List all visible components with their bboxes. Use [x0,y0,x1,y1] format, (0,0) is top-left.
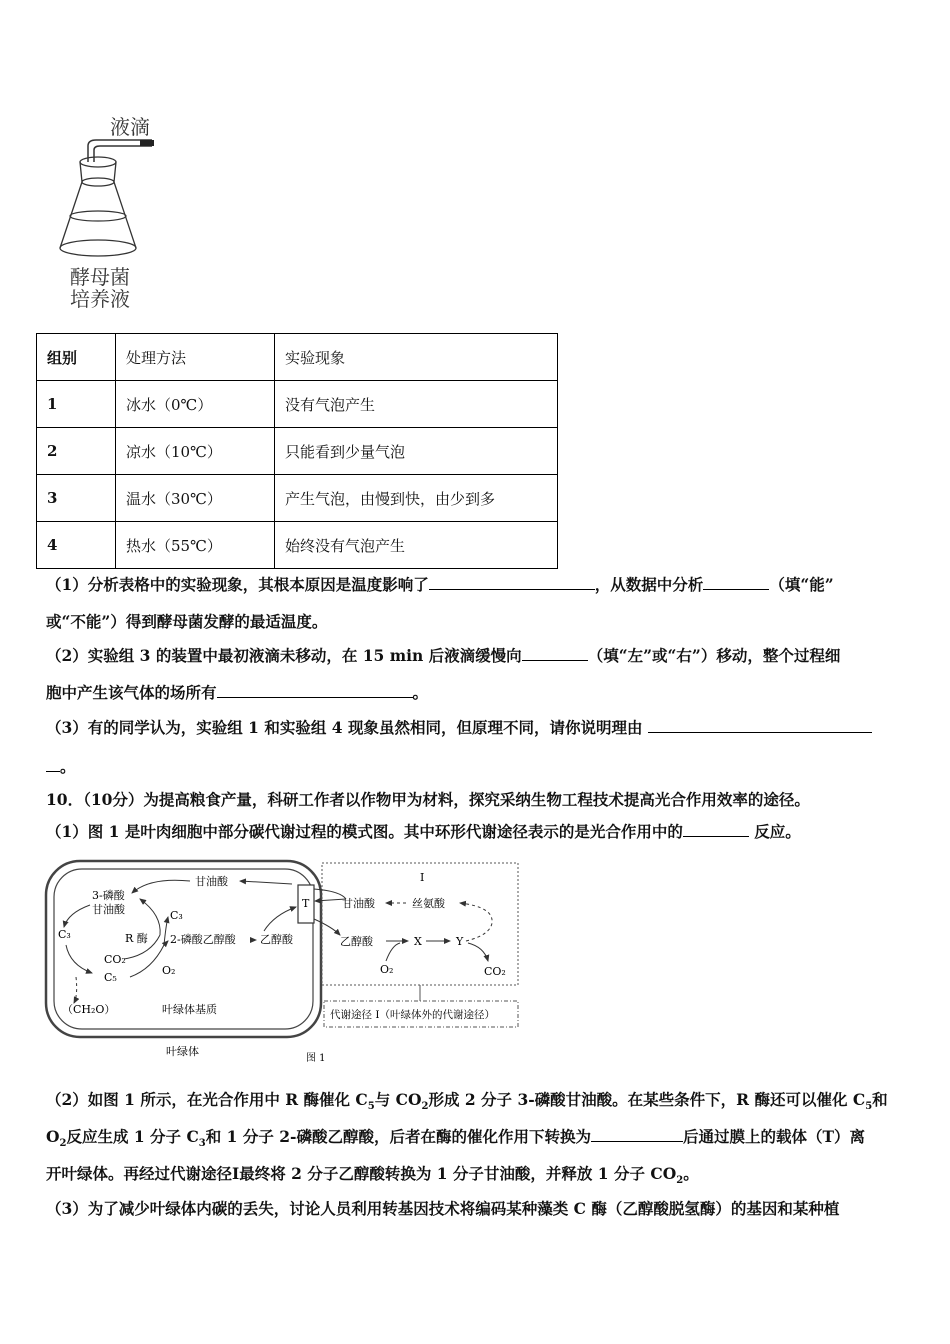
stroma-text: 叶绿体基质 [162,1003,217,1016]
table-cell: 2 [37,428,116,475]
q10-part1 [46,822,801,842]
transporter-label: T [302,897,310,910]
droplet-label: 液滴 [110,115,150,139]
pga-text-2: 甘油酸 [92,903,125,916]
table-row [37,428,558,475]
culture-label: 培养液 [70,287,130,311]
subscript: 2 [59,1138,67,1150]
header-method: 处理方法 [116,334,275,381]
serine-text: 丝氨酸 [412,897,445,910]
o2-text: O₂ [162,964,176,977]
subscript: 3 [198,1138,206,1150]
table-cell: 温水（30℃） [116,475,275,522]
y-text: Y [456,935,464,948]
table-cell: 1 [37,381,116,428]
experiment-table [36,333,558,569]
q10-part3: （3）为了减少叶绿体内碳的丢失，讨论人员利用转基因技术将编码某种藻类 C 酶（乙醇酸脱氢酶）的基因和某种植 [46,1199,840,1218]
table-cell: 没有气泡产生 [275,381,558,428]
q9-part1-line2: 或“不能”）得到酵母菌发酵的最适温度。 [46,612,328,631]
q9-text: 。 [60,757,76,776]
q9-part3-line1 [46,718,872,738]
arrow [66,945,92,973]
answer-blank[interactable] [703,575,769,590]
answer-blank[interactable] [648,718,872,733]
arrow [460,903,492,941]
table-cell: 冰水（0℃） [116,381,275,428]
q10-text: （1）图 1 是叶肉细胞中部分碳代谢过程的模式图。其中环形代谢途径表示的是光合作用中的 [46,822,683,841]
q9-part2-line1 [46,646,840,666]
subscript: 2 [421,1101,429,1113]
answer-blank[interactable] [217,683,413,698]
q10-text: 。 [683,1164,699,1183]
pathway-glycerate: 甘油酸 [342,897,375,910]
q10-intro: 10．（10分）为提高粮食产量，科研工作者以作物甲为材料，探究采纳生物工程技术提高光合作用效率的途径。 [46,790,810,809]
q10-part2-line3 [46,1164,699,1191]
q10-text: 反应。 [754,822,801,841]
arrow [64,905,90,927]
q9-part2-line2 [46,683,428,703]
subscript: 5 [865,1101,873,1113]
co2-text: CO₂ [104,953,126,966]
q9-text: （2）实验组 3 的装置中最初液滴未移动，在 15 min 后液滴缓慢向 [46,646,522,665]
pga-text-1: 3-磷酸 [92,889,125,902]
table-cell: 产生气泡，由慢到快，由少到多 [275,475,558,522]
q10-text: 形成 2 分子 3-磷酸甘油酸。在某些条件下，R 酶还可以催化 C [428,1090,866,1109]
glycerate-text: 甘油酸 [195,875,228,888]
arrow [140,899,160,935]
arrow [386,943,400,961]
q9-text: （1）分析表格中的实验现象，其根本原因是温度影响了 [46,575,429,594]
ch2o-text: （CH₂O） [62,1003,116,1016]
q9-text: （填“左”或“右”）移动，整个过程细 [587,646,841,665]
q9-part3-line2 [46,757,76,777]
c5-text: C₅ [104,971,117,984]
arrow [264,907,296,931]
table-row [37,381,558,428]
q10-text: O [46,1127,60,1146]
subscript: 5 [367,1101,375,1113]
chloroplast-text: 叶绿体 [166,1045,199,1058]
arrow [164,917,168,945]
answer-blank[interactable] [591,1127,683,1142]
header-phenomenon: 实验现象 [275,334,558,381]
answer-blank[interactable] [522,646,588,661]
c3-left-text: C₃ [58,928,71,941]
table-row [37,475,558,522]
header-group: 组别 [37,334,116,381]
arrow [74,977,77,1003]
legend-text: 代谢途径 I（叶绿体外的代谢途径） [330,1009,495,1021]
x-text: X [414,935,422,948]
q10-text: 和 [872,1090,888,1109]
q9-text: ，从数据中分析 [594,575,704,594]
answer-blank[interactable] [429,575,595,590]
table-header-row [37,334,558,381]
pg-text: 2-磷酸乙醇酸 [170,933,236,946]
table-row [37,522,558,569]
pathway-co2: CO₂ [484,965,506,978]
q10-text: 与 CO [374,1090,422,1109]
table-cell: 始终没有气泡产生 [275,522,558,569]
table-cell: 3 [37,475,116,522]
pathway-o2: O₂ [380,963,394,976]
arrow [132,880,190,893]
glycolate-text: 乙醇酸 [260,933,293,946]
figure-caption: 图 1 [306,1053,326,1064]
pathway-roman: I [420,871,425,884]
table-cell: 4 [37,522,116,569]
q10-text: 后通过膜上的载体（T）离 [682,1127,866,1146]
arrow [468,943,488,961]
q10-part2-line1 [46,1090,888,1117]
r-enzyme-text: R 酶 [125,932,148,945]
table-cell: 凉水（10℃） [116,428,275,475]
q10-text: 反应生成 1 分子 C [66,1127,199,1146]
q9-text: （填“能” [769,575,834,594]
answer-blank[interactable] [683,822,749,837]
yeast-label: 酵母菌 [70,265,130,289]
arrow [314,919,340,935]
q10-text: （2）如图 1 所示，在光合作用中 R 酶催化 C [46,1090,368,1109]
answer-blank[interactable] [46,757,60,772]
q9-text: 。 [412,683,429,702]
carbon-metabolism-diagram [40,855,530,1067]
table-cell: 只能看到少量气泡 [275,428,558,475]
subscript: 2 [676,1175,684,1187]
q10-text: 开叶绿体。再经过代谢途径Ⅰ最终将 2 分子乙醇酸转换为 1 分子甘油酸，并释放 1 分子 CO [46,1164,677,1183]
pathway-glycolate: 乙醇酸 [340,935,373,948]
q9-text: 胞中产生该气体的场所有 [46,683,217,702]
c3-text: C₃ [170,909,183,922]
table-cell: 热水（55℃） [116,522,275,569]
arrow [240,881,292,884]
q10-part2-line2 [46,1127,865,1154]
q9-text: （3）有的同学认为，实验组 1 和实验组 4 现象虽然相同，但原理不同，请你说明理由 [46,718,643,737]
q10-text: 和 1 分子 2-磷酸乙醇酸，后者在酶的催化作用下转换为 [205,1127,591,1146]
q9-part1-line1 [46,575,834,595]
droplet-icon [140,140,154,146]
